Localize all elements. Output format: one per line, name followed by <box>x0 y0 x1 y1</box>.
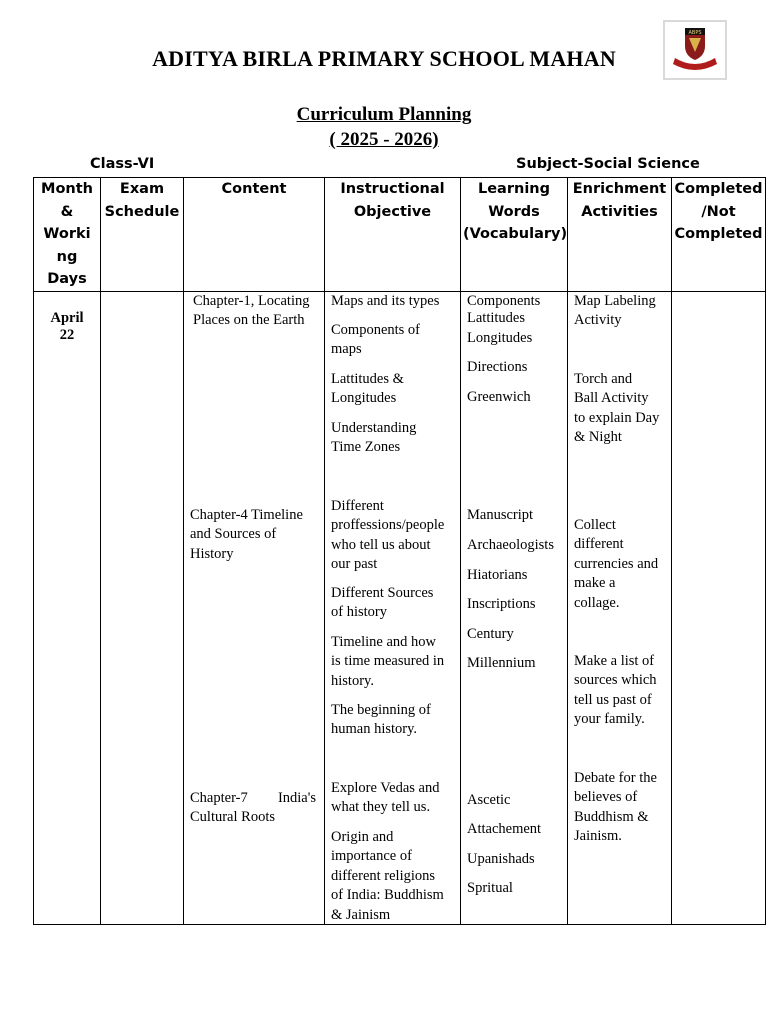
academic-year: ( 2025 - 2026) <box>329 129 439 150</box>
vocabulary-item: Attachement <box>467 820 542 837</box>
vocabulary-item: Millennium <box>467 654 536 671</box>
month-cell <box>34 291 101 924</box>
vocabulary-cell <box>461 291 568 924</box>
header-completion-status: Completed /Not Completed <box>672 178 766 292</box>
content-chapter-1: Chapter-1, Locating Places on the Earth <box>193 292 310 328</box>
vocabulary-item: Components Lattitudes Longitudes <box>467 292 541 346</box>
activity-item: Map Labeling Activity <box>574 292 656 328</box>
objective-item: Maps and its types <box>331 292 440 309</box>
header-content: Content <box>184 178 325 292</box>
vocabulary-item: Upanishads <box>467 850 535 867</box>
vocabulary-item: Spritual <box>467 879 513 896</box>
content-chapter-7: Chapter-7 India's Cultural Roots <box>190 789 316 825</box>
header-exam-schedule: Exam Schedule <box>101 178 184 292</box>
objective-item: Different proffessions/people who tell us about our past <box>331 497 445 572</box>
vocabulary-item: Directions <box>467 358 528 375</box>
objective-item: Lattitudes & Longitudes <box>331 370 404 406</box>
objective-item: Timeline and how is time measured in history. <box>331 633 445 689</box>
school-name: ADITYA BIRLA PRIMARY SCHOOL MAHAN <box>152 46 616 71</box>
activity-item: Collect different currencies and make a collage. <box>574 516 659 611</box>
content-cell <box>184 291 325 924</box>
objective-item: Understanding Time Zones <box>331 419 417 455</box>
header-instructional-objective: Instructional Objective <box>325 178 461 292</box>
header-enrichment-activities: Enrichment Activities <box>568 178 672 292</box>
curriculum-table <box>33 177 766 925</box>
vocabulary-item: Greenwich <box>467 388 531 405</box>
page-title: Curriculum Planning <box>296 104 472 125</box>
activity-item: Torch and Ball Activity to explain Day & Night <box>574 370 660 445</box>
logo-text: ABPS <box>688 30 702 36</box>
school-logo <box>663 20 727 80</box>
activities-cell <box>568 291 672 924</box>
activity-item: Make a list of sources which tell us past of your family. <box>574 652 657 727</box>
vocabulary-item: Ascetic <box>467 791 511 808</box>
working-days: 22 <box>59 326 75 343</box>
month-name: April <box>50 309 84 326</box>
objective-item: Explore Vedas and what they tell us. <box>331 779 440 815</box>
vocabulary-item: Inscriptions <box>467 595 536 612</box>
objective-item: Origin and importance of different religions of India: Buddhism & Jainism <box>331 828 444 923</box>
vocabulary-item: Archaeologists <box>467 536 554 553</box>
vocabulary-item: Hiatorians <box>467 566 528 583</box>
completion-status-cell <box>672 291 766 924</box>
vocabulary-item: Manuscript <box>467 506 534 523</box>
content-chapter-4: Chapter-4 Timeline and Sources of History <box>190 506 303 562</box>
exam-schedule-cell <box>101 291 184 924</box>
class-label: Class-VI <box>90 156 155 172</box>
subject-label: Subject-Social Science <box>516 156 700 172</box>
objective-item: Components of maps <box>331 321 421 357</box>
activity-item: Debate for the believes of Buddhism & Jainism. <box>574 769 657 844</box>
vocabulary-item: Century <box>467 625 514 642</box>
table-row <box>34 291 766 924</box>
objective-item: The beginning of human history. <box>331 701 431 737</box>
header-month-working-days: Month & Worki ng Days <box>34 178 101 292</box>
table-header-row <box>34 178 766 292</box>
objective-item: Different Sources of history <box>331 584 434 620</box>
header-learning-words: Learning Words (Vocabulary) <box>461 178 568 292</box>
objective-cell <box>325 291 461 924</box>
